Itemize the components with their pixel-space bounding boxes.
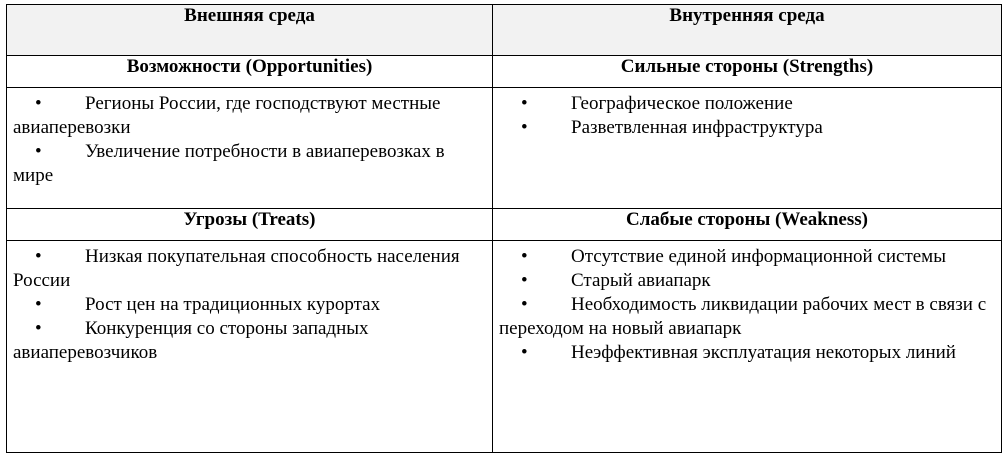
list-item <box>499 245 993 269</box>
bullet-icon: • <box>35 294 42 315</box>
threat-item-3: Конкуренция со стороны западных авиаперевозчиков <box>13 318 369 363</box>
list-item <box>13 317 484 365</box>
strengths-cell <box>493 88 1002 209</box>
bullet-icon: • <box>521 294 528 315</box>
section-header-row-2 <box>7 209 1002 241</box>
weaknesses-cell <box>493 241 1002 453</box>
bullet-icon: • <box>521 93 528 114</box>
list-item <box>13 293 484 317</box>
opportunities-cell <box>7 88 493 209</box>
weakness-item-4: Неэффективная эксплуатация некоторых линий <box>571 342 956 363</box>
bullet-icon: • <box>521 117 528 138</box>
environment-header-row <box>7 5 1002 56</box>
bullet-icon: • <box>521 342 528 363</box>
weaknesses-header: Слабые стороны (Weakness) <box>493 209 1002 241</box>
list-item <box>13 92 484 140</box>
threat-item-1: Низкая покупательная способность населения России <box>13 246 460 291</box>
weakness-item-2: Старый авиапарк <box>571 270 711 291</box>
strength-item-2: Разветвленная инфраструктура <box>571 117 823 138</box>
opportunity-item-1: Регионы России, где господствуют местные авиаперевозки <box>13 93 441 138</box>
list-item <box>13 245 484 293</box>
list-item <box>499 341 993 365</box>
bullet-icon: • <box>35 93 42 114</box>
opportunity-item-2: Увеличение потребности в авиаперевозках в мире <box>13 141 445 186</box>
swot-table <box>6 4 1002 453</box>
strength-item-1: Географическое положение <box>571 93 793 114</box>
threat-item-2: Рост цен на традиционных курортах <box>85 294 381 315</box>
list-item <box>499 116 993 140</box>
weakness-item-3: Необходимость ликвидации рабочих мест в связи с переходом на новый авиапарк <box>499 294 987 339</box>
section-content-row-1 <box>7 88 1002 209</box>
strengths-header: Сильные стороны (Strengths) <box>493 56 1002 88</box>
internal-environment-header: Внутренняя среда <box>493 5 1002 56</box>
bullet-icon: • <box>521 246 528 267</box>
section-content-row-2 <box>7 241 1002 453</box>
bullet-icon: • <box>521 270 528 291</box>
threats-header: Угрозы (Treats) <box>7 209 493 241</box>
weakness-item-1: Отсутствие единой информационной системы <box>571 246 946 267</box>
section-header-row-1 <box>7 56 1002 88</box>
bullet-icon: • <box>35 141 42 162</box>
list-item <box>499 269 993 293</box>
threats-cell <box>7 241 493 453</box>
bullet-icon: • <box>35 246 42 267</box>
bullet-icon: • <box>35 318 42 339</box>
list-item <box>499 92 993 116</box>
list-item <box>13 140 484 188</box>
external-environment-header: Внешняя среда <box>7 5 493 56</box>
opportunities-header: Возможности (Opportunities) <box>7 56 493 88</box>
list-item <box>499 293 993 341</box>
